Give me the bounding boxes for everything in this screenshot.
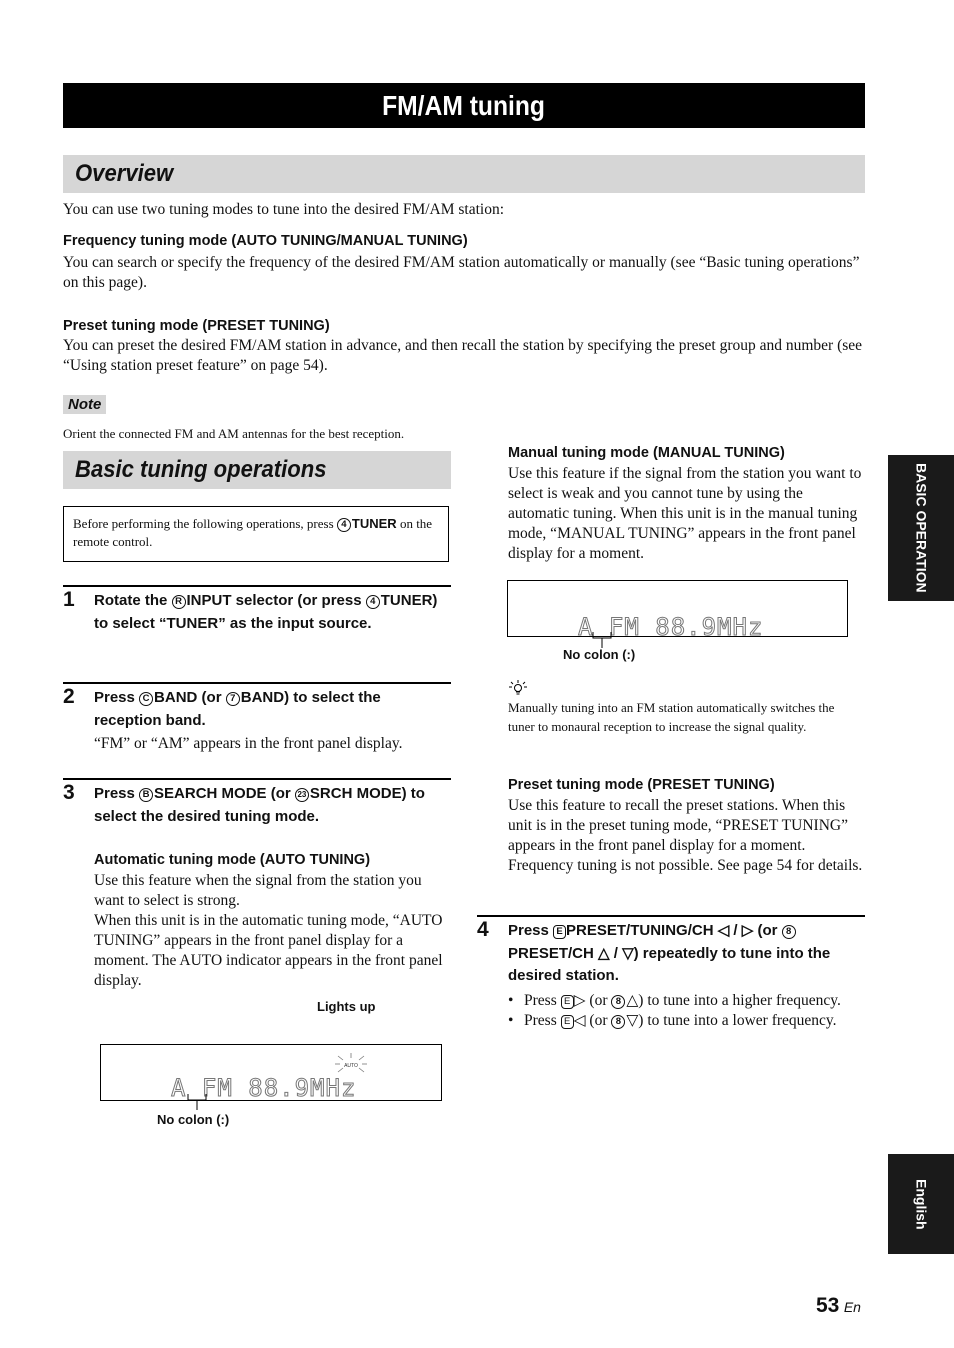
preset-tuning-heading: Preset tuning mode (PRESET TUNING) [508,777,775,793]
front-panel-display-auto [100,1044,442,1101]
key-marker: 4 [337,518,351,532]
step-4-number: 4 [477,918,489,941]
lights-up-label: Lights up [317,999,376,1014]
page-title: FM/AM tuning [63,83,865,128]
auto-tuning-text: Use this feature when the signal from the station you want to select is strong. When this unit is in the automatic tuning mode, “AUTO TUNING” appears in the front panel display for a moment. The AUTO indicator appears in the front panel display. [94,872,443,989]
auto-indicator-icon [335,1053,367,1075]
auto-tuning-heading: Automatic tuning mode (AUTO TUNING) [94,852,371,868]
step-2-text: Press C BAND (or 7 BAND) to select the reception band. [94,689,381,729]
language-tab: English [888,1154,954,1254]
step-divider [63,682,451,684]
step-4-text: Press E PRESET/TUNING/CH ◁ / ▷ (or 8PRESET/CH △ / ▽) repeatedly to tune into the desired station. [508,922,831,984]
step-3-text: Press B SEARCH MODE (or 23 SRCH MODE) to select the desired tuning mode. [94,785,425,825]
list-item: • Press E ▷ (or 8 △) to tune into a higher frequency. [508,991,866,1011]
list-item: • Press E ◁ (or 8 ▽) to tune into a lower frequency. [508,1011,866,1031]
no-colon-label: No colon (:) [563,647,636,662]
section-tab: BASIC OPERATION [888,455,954,601]
freq-mode-text: You can search or specify the frequency of the desired FM/AM station automatically or manually (see “Basic tuning operations” on this page). [63,254,860,291]
preset-mode-text: You can preset the desired FM/AM station in advance, and then recall the station by specifying the preset group and number (see “Using station preset feature” on page 54). [63,337,863,374]
step-4-bullets [508,991,866,1031]
step-divider [63,778,451,780]
step-1-text: Rotate the R INPUT selector (or press 4 TUNER) to select “TUNER” as the input source. [94,592,438,632]
overview-heading: Overview [63,155,865,193]
page-number: 53 En [816,1294,861,1317]
step-3-number: 3 [63,781,75,804]
manual-tuning-text: Use this feature if the signal from the station you want to select is weak and you cannot tune by using the automatic tuning. When this unit is in the manual tuning mode, “MANUAL TUNING” appears in the front panel display for a moment. [508,465,862,562]
step-2-number: 2 [63,685,75,708]
freq-mode-heading: Frequency tuning mode (AUTO TUNING/MANUAL TUNING) [63,233,468,249]
lightbulb-icon [508,680,528,696]
display-frequency: A FM 88.9MHz [171,1074,357,1102]
svg-text:AUTO: AUTO [344,1063,358,1069]
preset-tuning-text: Use this feature to recall the preset stations. When this unit is in the preset tuning mode, “PRESET TUNING” appears in the front panel display for a moment. Frequency tuning is not possible. See page 54 for details. [508,797,863,874]
prerequisite-box: Before performing the following operations, press 4 TUNER on the remote control. [63,506,449,562]
step-divider [477,915,865,917]
note-label: Note [63,395,106,414]
manual-tuning-heading: Manual tuning mode (MANUAL TUNING) [508,445,785,461]
basic-tuning-heading: Basic tuning operations [63,451,451,489]
step-divider [63,585,451,587]
step-1-number: 1 [63,588,75,611]
no-colon-label: No colon (:) [157,1112,230,1127]
step-2-description: “FM” or “AM” appears in the front panel display. [94,735,403,752]
tip-text: Manually tuning into an FM station automatically switches the tuner to monaural reception to increase the signal quality. [508,700,835,734]
front-panel-display-manual [507,580,848,641]
preset-mode-heading: Preset tuning mode (PRESET TUNING) [63,318,330,334]
display-frequency: A FM 88.9MHz [578,613,764,641]
overview-intro: You can use two tuning modes to tune into the desired FM/AM station: [63,201,505,218]
note-text: Orient the connected FM and AM antennas for the best reception. [63,426,405,441]
